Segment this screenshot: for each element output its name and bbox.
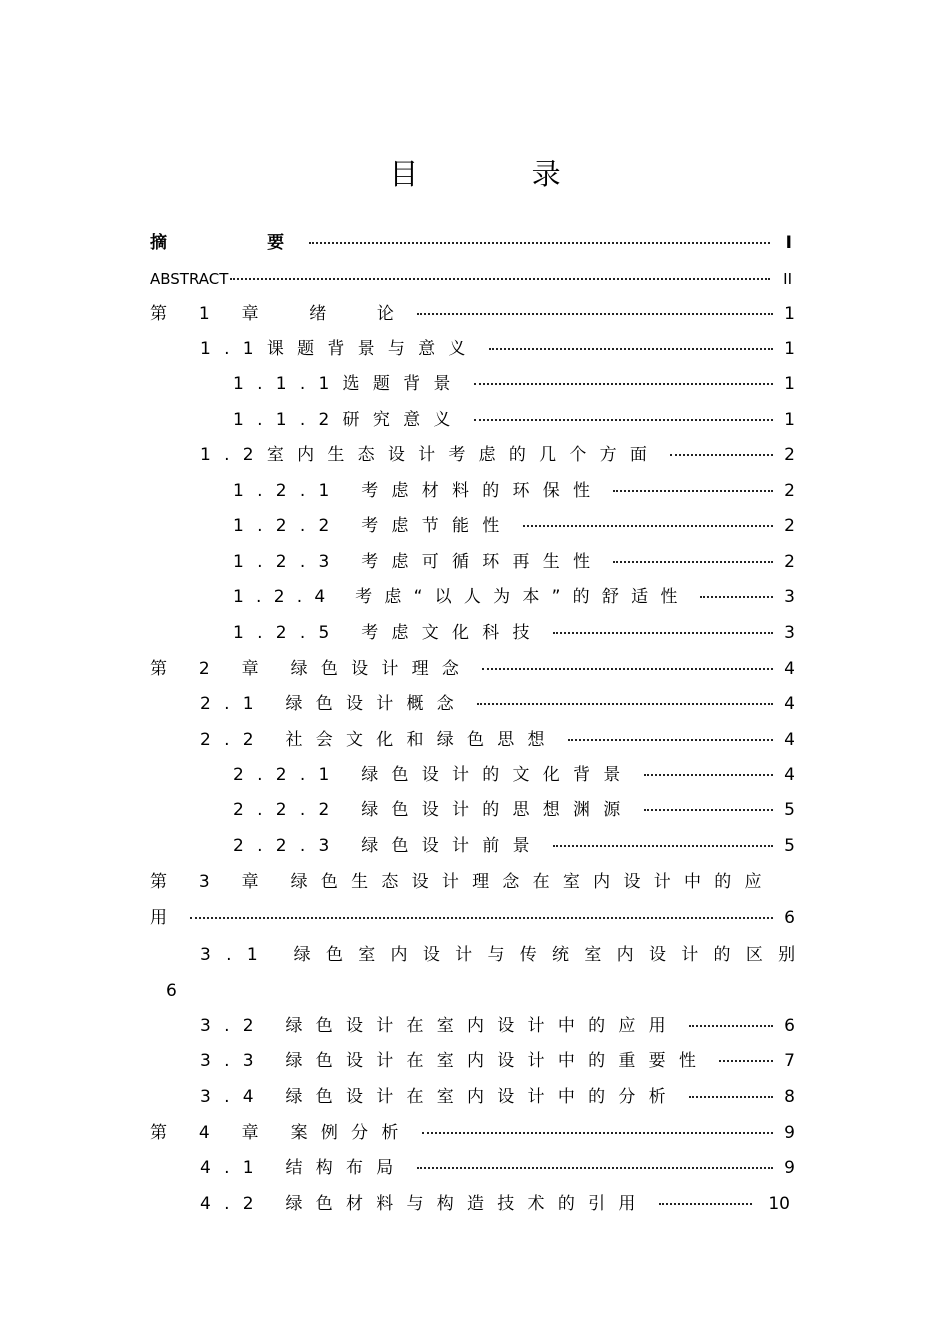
toc-entry-text: 1.2室内生态设计考虑的几个方面 bbox=[200, 445, 661, 465]
toc-page-number: 2 bbox=[784, 552, 795, 572]
toc-page-number: 8 bbox=[784, 1087, 795, 1107]
toc-entry-text: ABSTRACT bbox=[150, 270, 229, 288]
toc-entry-text: 1.2.2 考虑节能性 bbox=[233, 516, 513, 536]
toc-entry[interactable] bbox=[200, 444, 795, 466]
toc-leader bbox=[417, 312, 773, 315]
toc-page-number: 7 bbox=[784, 1051, 795, 1071]
toc-page-number: 9 bbox=[784, 1123, 795, 1143]
toc-leader bbox=[422, 1131, 773, 1134]
toc-entry[interactable] bbox=[150, 303, 795, 325]
toc-page-number: 10 bbox=[768, 1194, 790, 1214]
toc-leader bbox=[230, 277, 770, 280]
toc-entry-text: 2.2.1 绿色设计的文化背景 bbox=[233, 765, 634, 785]
toc-leader bbox=[613, 489, 773, 492]
toc-leader bbox=[474, 418, 773, 421]
toc-page-number: 2 bbox=[784, 516, 795, 536]
toc-entry[interactable] bbox=[233, 622, 795, 644]
toc-leader bbox=[644, 808, 773, 811]
toc-leader bbox=[477, 702, 773, 705]
toc-page-number: II bbox=[783, 270, 792, 288]
page-title: 目 录 bbox=[389, 157, 613, 191]
toc-entry-text: 1.1.2研究意义 bbox=[233, 410, 464, 430]
toc-page-number: 3 bbox=[784, 623, 795, 643]
toc-leader bbox=[700, 595, 773, 598]
toc-leader bbox=[474, 382, 773, 385]
toc-page-number: 9 bbox=[784, 1158, 795, 1178]
toc-entry-text: 1.1课题背景与意义 bbox=[200, 339, 479, 359]
toc-entry[interactable] bbox=[200, 1157, 795, 1179]
toc-entry[interactable] bbox=[200, 1193, 790, 1215]
toc-entry[interactable] bbox=[233, 409, 795, 431]
toc-entry-abstract-cn[interactable] bbox=[150, 232, 792, 254]
toc-entry-text: 1.1.1选题背景 bbox=[233, 374, 464, 394]
toc-page-number: 6 bbox=[784, 1016, 795, 1036]
toc-page-number: 1 bbox=[784, 304, 795, 324]
toc-page-number: 2 bbox=[784, 481, 795, 501]
toc-page-number: 4 bbox=[784, 765, 795, 785]
toc-page-number: I bbox=[785, 233, 792, 253]
toc-entry-line-1[interactable]: 3.1 绿色室内设计与传统室内设计的区别 bbox=[200, 945, 811, 965]
toc-entry-text: 1.2.1 考虑材料的环保性 bbox=[233, 481, 604, 501]
toc-leader bbox=[489, 347, 773, 350]
toc-entry[interactable] bbox=[233, 586, 795, 608]
toc-page-number: 4 bbox=[784, 659, 795, 679]
toc-page-number: 6 bbox=[166, 981, 177, 1001]
toc-leader bbox=[659, 1202, 753, 1205]
toc-entry[interactable] bbox=[150, 907, 795, 929]
toc-entry-text: 3.4 绿色设计在室内设计中的分析 bbox=[200, 1087, 679, 1107]
toc-leader bbox=[689, 1024, 773, 1027]
toc-entry[interactable] bbox=[233, 799, 795, 821]
toc-leader bbox=[553, 844, 773, 847]
toc-entry-text: 第 1 章 绪 论 bbox=[150, 304, 408, 324]
toc-entry-line-1[interactable]: 第 3 章 绿色生态设计理念在室内设计中的应 bbox=[150, 872, 775, 892]
toc-entry[interactable] bbox=[233, 515, 795, 537]
toc-leader bbox=[417, 1166, 773, 1169]
toc-page-number: 1 bbox=[784, 410, 795, 430]
toc-entry[interactable] bbox=[233, 835, 795, 857]
toc-page-number: 3 bbox=[784, 587, 795, 607]
toc-entry-text: 4.1 结构布局 bbox=[200, 1158, 407, 1178]
toc-page-number: 2 bbox=[784, 445, 795, 465]
toc-entry[interactable] bbox=[233, 764, 795, 786]
toc-entry[interactable] bbox=[233, 551, 795, 573]
toc-page-number: 1 bbox=[784, 374, 795, 394]
toc-leader bbox=[670, 453, 773, 456]
toc-entry-text: 第 4 章 案例分析 bbox=[150, 1123, 412, 1143]
toc-entry-text: 3.2 绿色设计在室内设计中的应用 bbox=[200, 1016, 679, 1036]
toc-entry-text: 3.3 绿色设计在室内设计中的重要性 bbox=[200, 1051, 710, 1071]
toc-entry-text: 2.2 社会文化和绿色思想 bbox=[200, 730, 558, 750]
toc-entry-text: 2.2.3 绿色设计前景 bbox=[233, 836, 543, 856]
toc-entry[interactable] bbox=[233, 480, 795, 502]
toc-page-number: 5 bbox=[784, 800, 795, 820]
toc-entry-text: 摘 要 bbox=[150, 233, 300, 253]
toc-leader bbox=[689, 1095, 773, 1098]
toc-entry-text: 2.2.2 绿色设计的思想渊源 bbox=[233, 800, 634, 820]
toc-leader bbox=[482, 667, 773, 670]
toc-page-number: 4 bbox=[784, 730, 795, 750]
toc-leader bbox=[309, 241, 770, 244]
toc-page-number: 1 bbox=[784, 339, 795, 359]
toc-entry[interactable] bbox=[233, 373, 795, 395]
toc-page-number: 4 bbox=[784, 694, 795, 714]
toc-leader bbox=[190, 916, 773, 919]
toc-entry[interactable] bbox=[200, 729, 795, 751]
toc-entry-text: 4.2 绿色材料与构造技术的引用 bbox=[200, 1194, 649, 1214]
toc-entry[interactable] bbox=[200, 1086, 795, 1108]
toc-page-number: 6 bbox=[784, 908, 795, 928]
toc-entry[interactable] bbox=[200, 1050, 795, 1072]
toc-entry[interactable] bbox=[200, 693, 795, 715]
toc-entry-text: 用 bbox=[150, 908, 181, 928]
toc-leader bbox=[644, 773, 773, 776]
toc-leader bbox=[553, 631, 773, 634]
toc-entry[interactable] bbox=[150, 658, 795, 680]
toc-page-number: 5 bbox=[784, 836, 795, 856]
toc-leader bbox=[719, 1059, 773, 1062]
toc-entry[interactable] bbox=[200, 338, 795, 360]
toc-entry-text: 1.2.4 考虑“以人为本”的舒适性 bbox=[233, 587, 690, 607]
toc-entry-text: 第 2 章 绿色设计理念 bbox=[150, 659, 473, 679]
toc-leader bbox=[613, 560, 773, 563]
toc-entry[interactable] bbox=[150, 1122, 795, 1144]
toc-entry[interactable] bbox=[200, 1015, 795, 1037]
toc-entry-text: 1.2.3 考虑可循环再生性 bbox=[233, 552, 604, 572]
toc-leader bbox=[568, 738, 773, 741]
toc-entry-text: 2.1 绿色设计概念 bbox=[200, 694, 468, 714]
toc-entry-abstract-en[interactable] bbox=[150, 268, 792, 290]
toc-leader bbox=[523, 524, 773, 527]
toc-entry-text: 1.2.5 考虑文化科技 bbox=[233, 623, 543, 643]
